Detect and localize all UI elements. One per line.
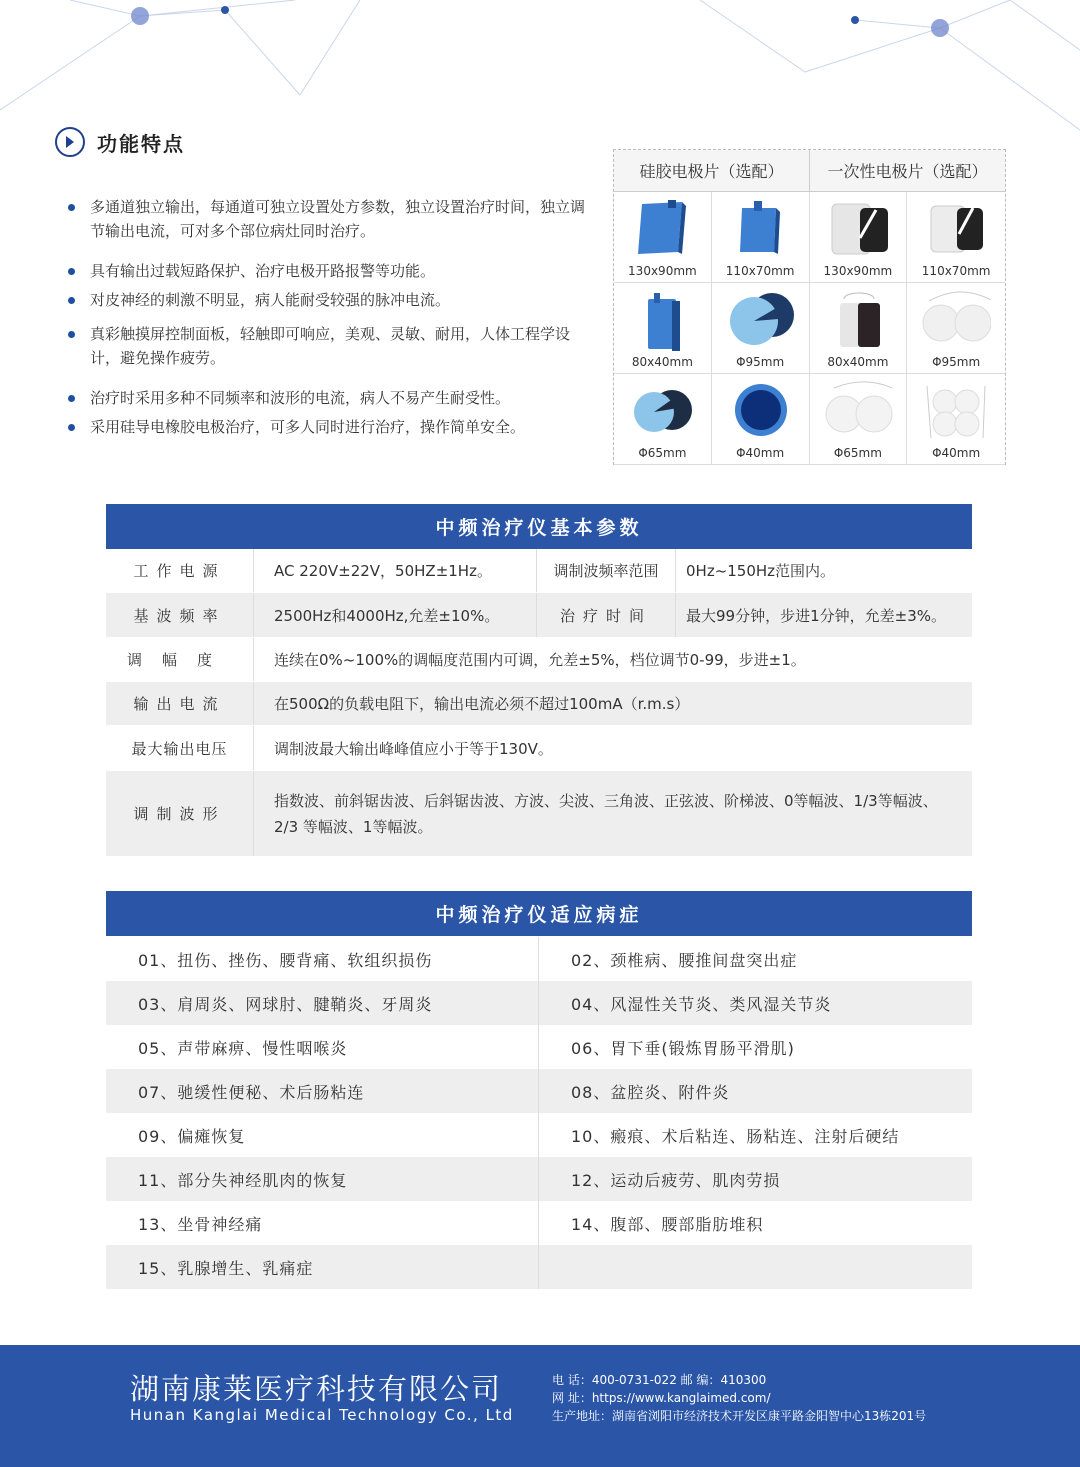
disease-row: 15、乳腺增生、乳痛症	[106, 1245, 972, 1289]
bullet-dot-icon	[68, 331, 75, 338]
arrow-right-icon	[55, 127, 85, 157]
feature-item: 治疗时采用多种不同频率和波形的电流，病人不易产生耐受性。	[68, 386, 588, 410]
electrode-cell: 130x90mm	[810, 192, 908, 283]
diseases-title: 中频治疗仪适应病症	[106, 891, 972, 936]
electrode-cell: Φ65mm	[614, 374, 712, 465]
feature-item: 采用硅导电橡胶电极治疗，可多人同时进行治疗，操作简单安全。	[68, 415, 588, 439]
phone-line: 电 话：400-0731-022 邮 编：410300	[552, 1373, 767, 1387]
disposable-pad-icon	[824, 198, 894, 260]
electrode-cell: 110x70mm	[712, 192, 810, 283]
electrode-cell: 80x40mm	[614, 283, 712, 374]
disposable-electrode-header: 一次性电极片（选配）	[827, 162, 988, 181]
silicone-pad-icon	[628, 198, 698, 260]
electrode-table	[613, 149, 1006, 465]
disposable-pad-icon	[921, 198, 991, 260]
disease-row: 01、扭伤、挫伤、腰背痛、软组织损伤 02、颈椎病、腰推间盘突出症	[106, 937, 972, 981]
disease-row: 03、肩周炎、网球肘、腱鞘炎、牙周炎 04、风湿性关节炎、类风湿关节炎	[106, 981, 972, 1025]
footer	[0, 1345, 1080, 1467]
electrode-cell: Φ40mm	[712, 374, 810, 465]
disease-row: 13、坐骨神经痛 14、腹部、腰部脂肪堆积	[106, 1201, 972, 1245]
features-list	[68, 195, 588, 439]
disposable-round-pad-icon	[921, 289, 991, 351]
param-row: 基波频率 2500Hz和4000Hz,允差±10%。 治疗时间 最大99分钟，步进1分钟，允差±3%。	[106, 593, 972, 638]
feature-item: 多通道独立输出，每通道可独立设置处方参数，独立设置治疗时间，独立调节输出电流，可对多个部位病灶同时治疗。	[68, 195, 588, 243]
silicone-pad-icon	[628, 289, 698, 351]
diseases-table	[106, 937, 972, 1289]
silicone-electrode-header: 硅胶电极片（选配）	[614, 150, 810, 191]
bullet-dot-icon	[68, 424, 75, 431]
features-header	[55, 127, 185, 157]
param-row: 最大输出电压 调制波最大输出峰峰值应小于等于130V。	[106, 726, 972, 771]
param-row: 调幅度 连续在0%~100%的调幅度范围内可调，允差±5%，档位调节0-99，步进±1。	[106, 638, 972, 682]
feature-item: 具有输出过载短路保护、治疗电极开路报警等功能。	[68, 259, 588, 283]
electrode-cell: Φ40mm	[907, 374, 1005, 465]
silicone-round-pad-icon	[628, 380, 698, 442]
features-title: 功能特点	[97, 131, 185, 156]
bullet-dot-icon	[68, 204, 75, 211]
electrode-cell: Φ65mm	[810, 374, 908, 465]
electrode-grid	[614, 192, 1005, 465]
param-row: 工作电源 AC 220V±22V，50HZ±1Hz。 调制波频率范围 0Hz~150Hz范围内。	[106, 549, 972, 593]
disease-row: 05、声带麻痹、慢性咽喉炎 06、胃下垂(锻炼胃肠平滑肌)	[106, 1025, 972, 1069]
contact-info	[552, 1371, 926, 1425]
params-table	[106, 549, 972, 857]
electrode-cell: Φ95mm	[712, 283, 810, 374]
silicone-pad-icon	[726, 198, 796, 260]
bullet-dot-icon	[68, 268, 75, 275]
silicone-round-pad-icon	[726, 380, 796, 442]
bullet-dot-icon	[68, 297, 75, 304]
silicone-round-pad-icon	[726, 289, 796, 351]
electrode-cell: 110x70mm	[907, 192, 1005, 283]
disposable-pad-icon	[824, 289, 894, 351]
params-title: 中频治疗仪基本参数	[106, 504, 972, 549]
electrode-cell: 80x40mm	[810, 283, 908, 374]
feature-item: 对皮神经的刺激不明显，病人能耐受较强的脉冲电流。	[68, 288, 588, 312]
electrode-cell: Φ95mm	[907, 283, 1005, 374]
param-row: 输出电流 在500Ω的负载电阻下，输出电流必须不超过100mA（r.m.s）	[106, 682, 972, 726]
electrode-table-header	[614, 150, 1005, 192]
address-line: 生产地址：湖南省浏阳市经济技术开发区康平路金阳智中心13栋201号	[552, 1409, 927, 1423]
disease-row: 09、偏瘫恢复 10、瘢痕、术后粘连、肠粘连、注射后硬结	[106, 1113, 972, 1157]
disposable-round-pad-icon	[824, 380, 894, 442]
website-link[interactable]: 网 址：https://www.kanglaimed.com/	[552, 1391, 771, 1405]
disease-row: 11、部分失神经肌肉的恢复 12、运动后疲劳、肌肉劳损	[106, 1157, 972, 1201]
param-row: 调制波形 指数波、前斜锯齿波、后斜锯齿波、方波、尖波、三角波、正弦波、阶梯波、0等幅波、1/3等幅波、2/3 等幅波、1等幅波。	[106, 771, 972, 857]
bullet-dot-icon	[68, 395, 75, 402]
disposable-round-pad-icon	[921, 380, 991, 442]
company-name-en: Hunan Kanglai Medical Technology Co., Ltd	[130, 1406, 514, 1424]
electrode-cell: 130x90mm	[614, 192, 712, 283]
disease-row: 07、驰缓性便秘、术后肠粘连 08、盆腔炎、附件炎	[106, 1069, 972, 1113]
company-name-cn: 湖南康莱医疗科技有限公司	[130, 1372, 503, 1406]
feature-item: 真彩触摸屏控制面板，轻触即可响应，美观、灵敏、耐用，人体工程学设计，避免操作疲劳。	[68, 322, 588, 370]
